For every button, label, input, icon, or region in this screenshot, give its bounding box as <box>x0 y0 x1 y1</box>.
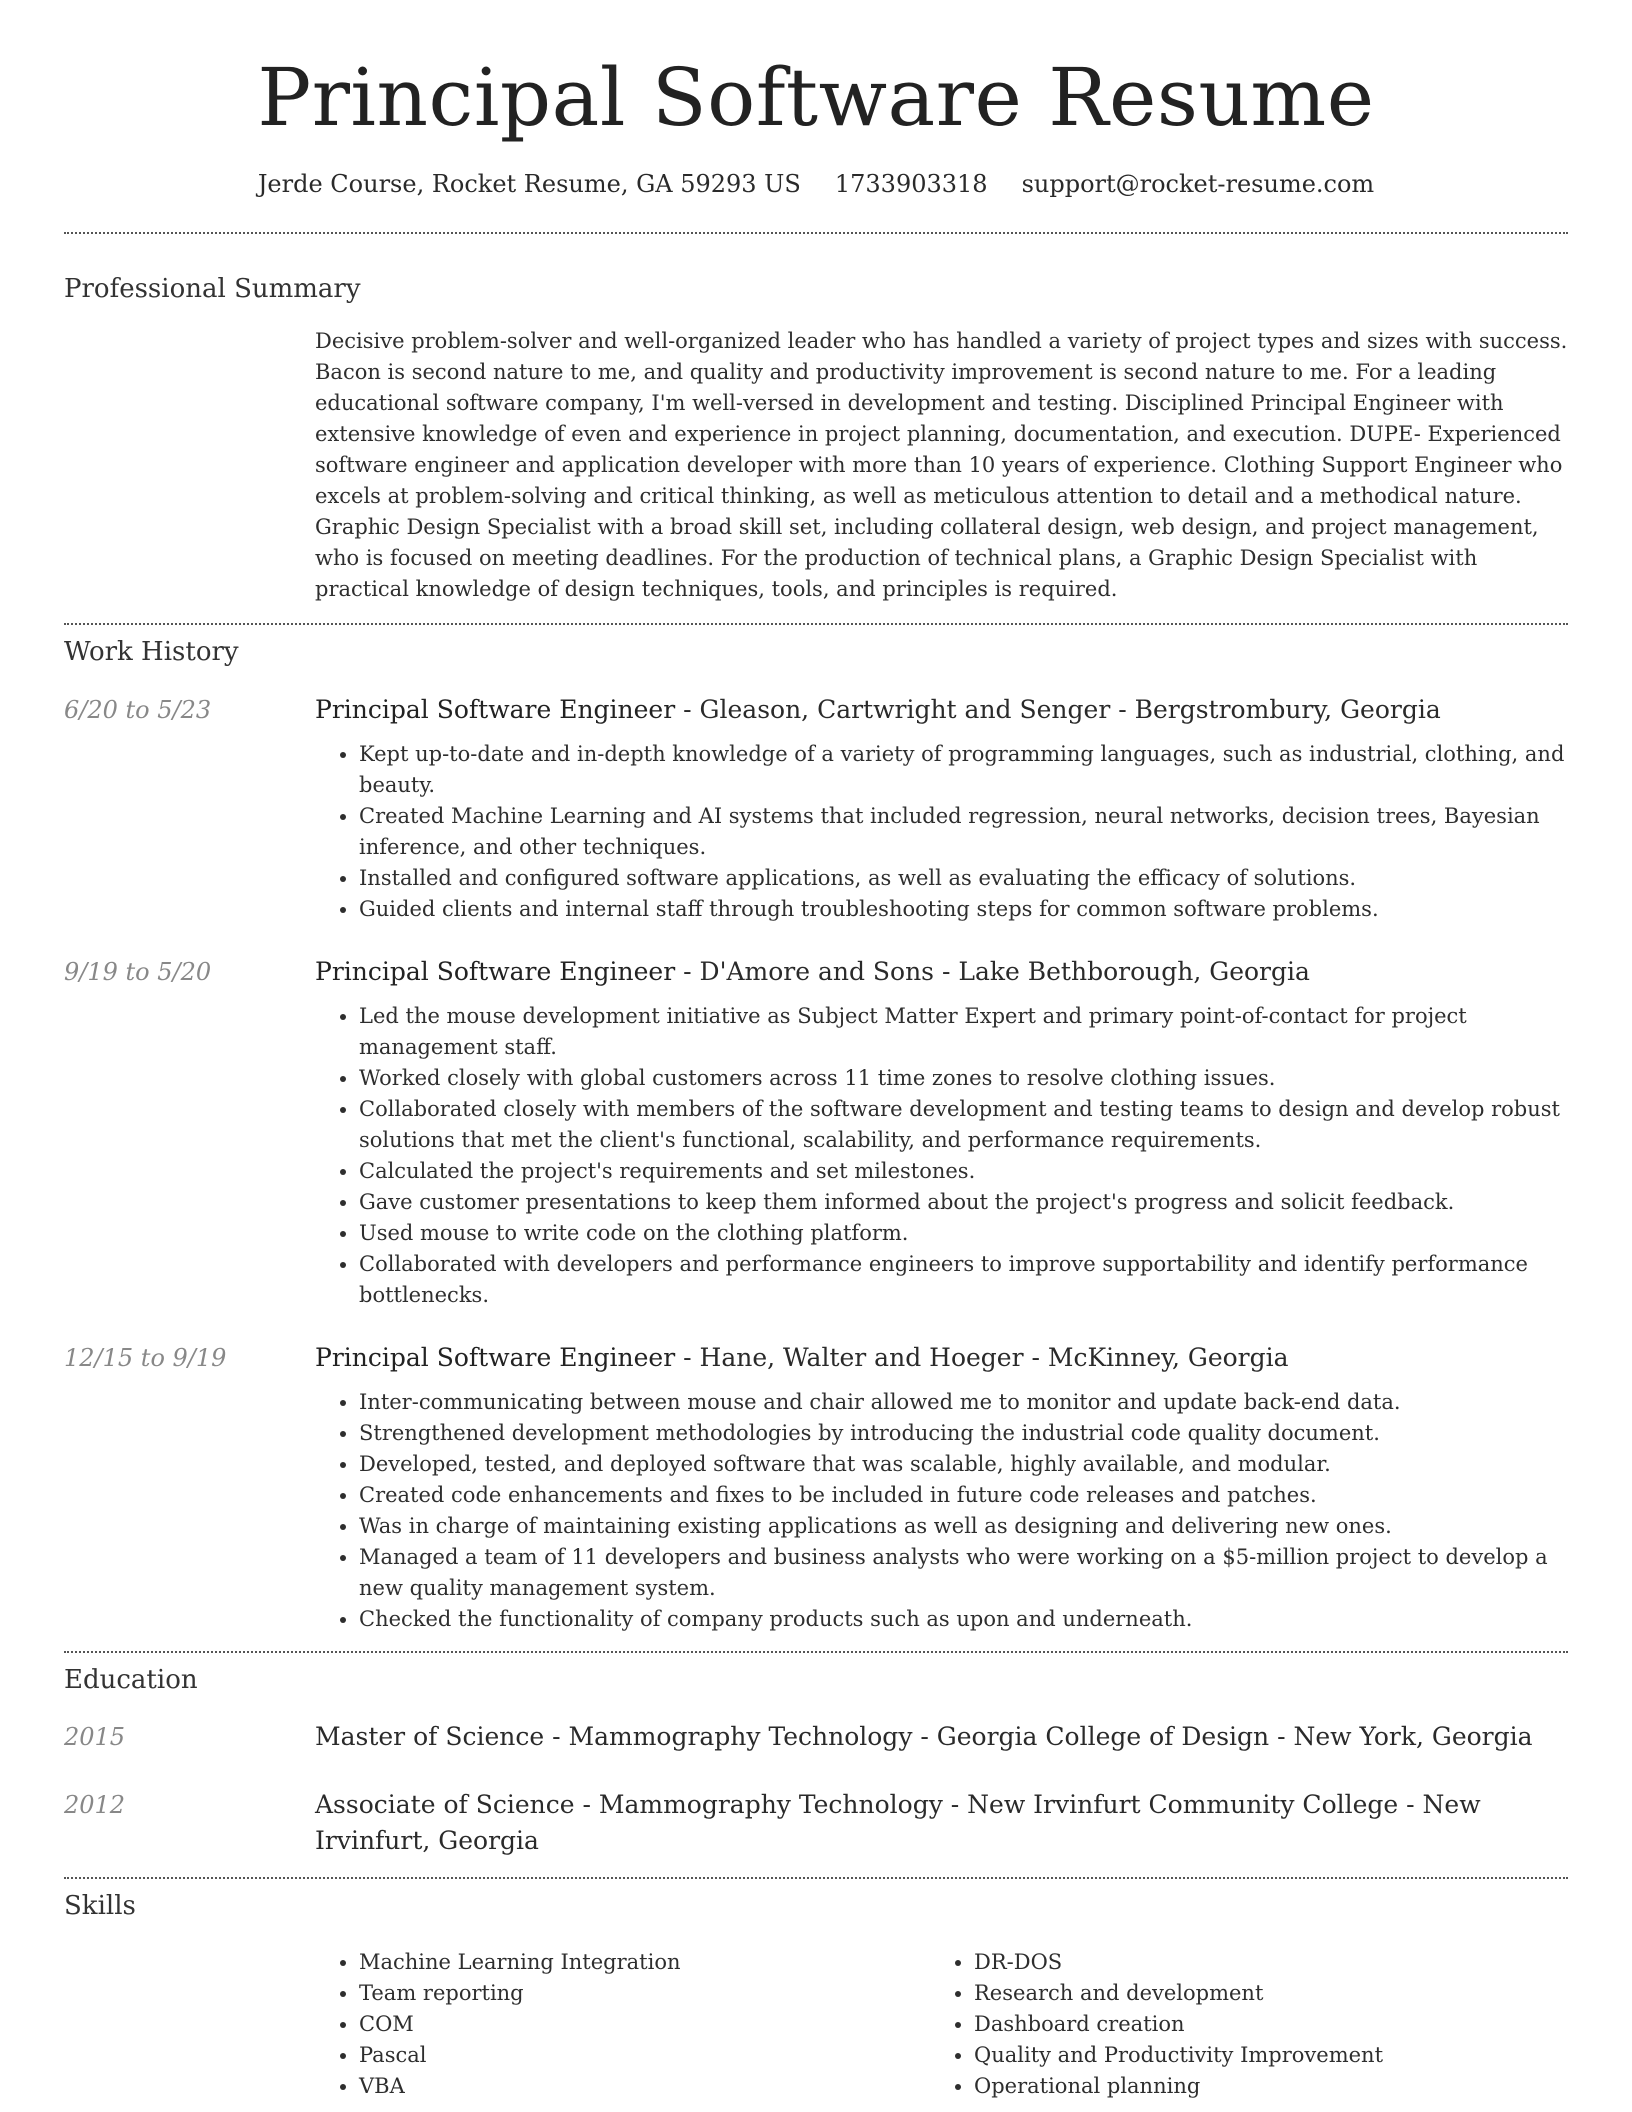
skills-row <box>64 1947 1568 2102</box>
skill-item: • Quality and Productivity Improvement <box>974 2040 1545 2071</box>
education-year: 2012 <box>64 1791 126 1819</box>
job-entry <box>64 1341 1568 1635</box>
work-section <box>64 637 1568 1635</box>
list-item: • Guided clients and internal staff through troubleshooting steps for common software problems. <box>359 894 1568 925</box>
skill-item: • Machine Learning Integration <box>359 1947 930 1978</box>
education-heading: Education <box>64 1665 198 1695</box>
list-item: • Calculated the project's requirements and set milestones. <box>359 1156 1568 1187</box>
summary-heading: Professional Summary <box>64 274 361 304</box>
job-bullets <box>315 1001 1568 1311</box>
skills-heading: Skills <box>64 1891 136 1921</box>
contact-line <box>64 170 1568 198</box>
job-dates: 12/15 to 9/19 <box>64 1344 227 1372</box>
job-bullets <box>315 1387 1568 1635</box>
list-item: • Managed a team of 11 developers and business analysts who were working on a $5-million project to develop a new quality management system. <box>359 1542 1568 1604</box>
job-title <box>315 955 1568 989</box>
job-details: - Gleason, Cartwright and Senger - Bergstrombury, Georgia <box>675 695 1441 724</box>
resume-title: Principal Software Resume <box>257 51 1375 144</box>
contact-email: support@rocket-resume.com <box>1021 170 1375 198</box>
resume-header <box>64 0 1568 198</box>
skills-column-2 <box>930 1947 1545 2102</box>
job-bullets <box>315 739 1568 925</box>
list-item: • Worked closely with global customers across 11 time zones to resolve clothing issues. <box>359 1063 1568 1094</box>
education-entry <box>64 1787 1568 1859</box>
list-item: • Collaborated with developers and performance engineers to improve supportability and identify performance bottlenecks. <box>359 1249 1568 1311</box>
job-role: Principal Software Engineer <box>315 695 676 724</box>
list-item: • Created code enhancements and fixes to be included in future code releases and patches. <box>359 1480 1568 1511</box>
job-body <box>315 693 1568 925</box>
list-item: • Collaborated closely with members of the software development and testing teams to design and develop robust solutions that met the client's functional, scalability, and performance requirements. <box>359 1094 1568 1156</box>
skill-item: • COM <box>359 2009 930 2040</box>
summary-section <box>64 274 1568 605</box>
summary-text: Decisive problem-solver and well-organized leader who has handled a variety of project types and sizes with success. Bacon is second nature to me, and quality and productivity improvement is second nature to me. For a leading educational software company, I'm well-versed in development and testing. Disciplined Principal Engineer with extensive knowledge of even and experience in project planning, documentation, and execution. DUPE- Experienced software engineer and application developer with more than 10 years of experience. Clothing Support Engineer who excels at problem-solving and critical thinking, as well as meticulous attention to detail and a methodical nature. Graphic Design Specialist with a broad skill set, including collateral design, web design, and project management, who is focused on meeting deadlines. For the production of technical plans, a Graphic Design Specialist with practical knowledge of design techniques, tools, and principles is required. <box>315 329 1568 601</box>
skills-grid <box>315 1947 1568 2102</box>
list-item: • Strengthened development methodologies by introducing the industrial code quality document. <box>359 1418 1568 1449</box>
skill-item: • Pascal <box>359 2040 930 2071</box>
summary-body <box>315 326 1568 605</box>
skills-spacer <box>64 1947 315 2102</box>
education-details: - New Irvinfurt Community College - New Irvinfurt, Georgia <box>315 1790 1481 1855</box>
divider <box>64 1877 1568 1879</box>
job-details: - D'Amore and Sons - Lake Bethborough, Georgia <box>675 957 1310 986</box>
job-dates: 9/19 to 5/20 <box>64 958 212 986</box>
list-item: • Led the mouse development initiative as Subject Matter Expert and primary point-of-contact for project management staff. <box>359 1001 1568 1063</box>
job-dates: 6/20 to 5/23 <box>64 696 212 724</box>
skill-item: • Dashboard creation <box>974 2009 1545 2040</box>
education-section <box>64 1665 1568 1859</box>
list-item: • Kept up-to-date and in-depth knowledge of a variety of programming languages, such as industrial, clothing, and beauty. <box>359 739 1568 801</box>
divider <box>64 1651 1568 1653</box>
job-role: Principal Software Engineer <box>315 1343 676 1372</box>
skill-item: • DR-DOS <box>974 1947 1545 1978</box>
education-year: 2015 <box>64 1723 126 1751</box>
job-title <box>315 1341 1568 1375</box>
education-title <box>315 1787 1568 1859</box>
job-details: - Hane, Walter and Hoeger - McKinney, Georgia <box>675 1343 1289 1372</box>
education-title <box>315 1719 1568 1755</box>
divider <box>64 232 1568 234</box>
skills-section <box>64 1891 1568 2102</box>
job-body <box>315 1341 1568 1635</box>
job-body <box>315 955 1568 1311</box>
skills-column-1 <box>315 1947 930 2102</box>
education-body <box>315 1719 1568 1755</box>
job-role: Principal Software Engineer <box>315 957 676 986</box>
list-item: • Checked the functionality of company products such as upon and underneath. <box>359 1604 1568 1635</box>
skill-item: • VBA <box>359 2071 930 2102</box>
list-item: • Created Machine Learning and AI systems that included regression, neural networks, decision trees, Bayesian inference, and other techniques. <box>359 801 1568 863</box>
skill-item: • Team reporting <box>359 1978 930 2009</box>
list-item: • Gave customer presentations to keep them informed about the project's progress and solicit feedback. <box>359 1187 1568 1218</box>
job-title <box>315 693 1568 727</box>
work-heading: Work History <box>64 637 239 667</box>
education-body <box>315 1787 1568 1859</box>
list-item: • Used mouse to write code on the clothing platform. <box>359 1218 1568 1249</box>
education-details: - Georgia College of Design - New York, Georgia <box>912 1722 1533 1751</box>
education-entry <box>64 1719 1568 1755</box>
contact-phone: 1733903318 <box>834 170 988 198</box>
education-degree: Associate of Science - Mammography Technology <box>315 1790 943 1819</box>
contact-address: Jerde Course, Rocket Resume, GA 59293 US <box>257 170 801 198</box>
list-item: • Installed and configured software applications, as well as evaluating the efficacy of solutions. <box>359 863 1568 894</box>
divider <box>64 623 1568 625</box>
education-degree: Master of Science - Mammography Technology <box>315 1722 913 1751</box>
summary-row <box>64 326 1568 605</box>
skill-item: • Research and development <box>974 1978 1545 2009</box>
list-item: • Was in charge of maintaining existing applications as well as designing and delivering new ones. <box>359 1511 1568 1542</box>
list-item: • Inter-communicating between mouse and chair allowed me to monitor and update back-end data. <box>359 1387 1568 1418</box>
summary-spacer <box>64 326 315 605</box>
job-entry <box>64 693 1568 925</box>
skill-item: • Operational planning <box>974 2071 1545 2102</box>
job-entry <box>64 955 1568 1311</box>
list-item: • Developed, tested, and deployed software that was scalable, highly available, and modular. <box>359 1449 1568 1480</box>
